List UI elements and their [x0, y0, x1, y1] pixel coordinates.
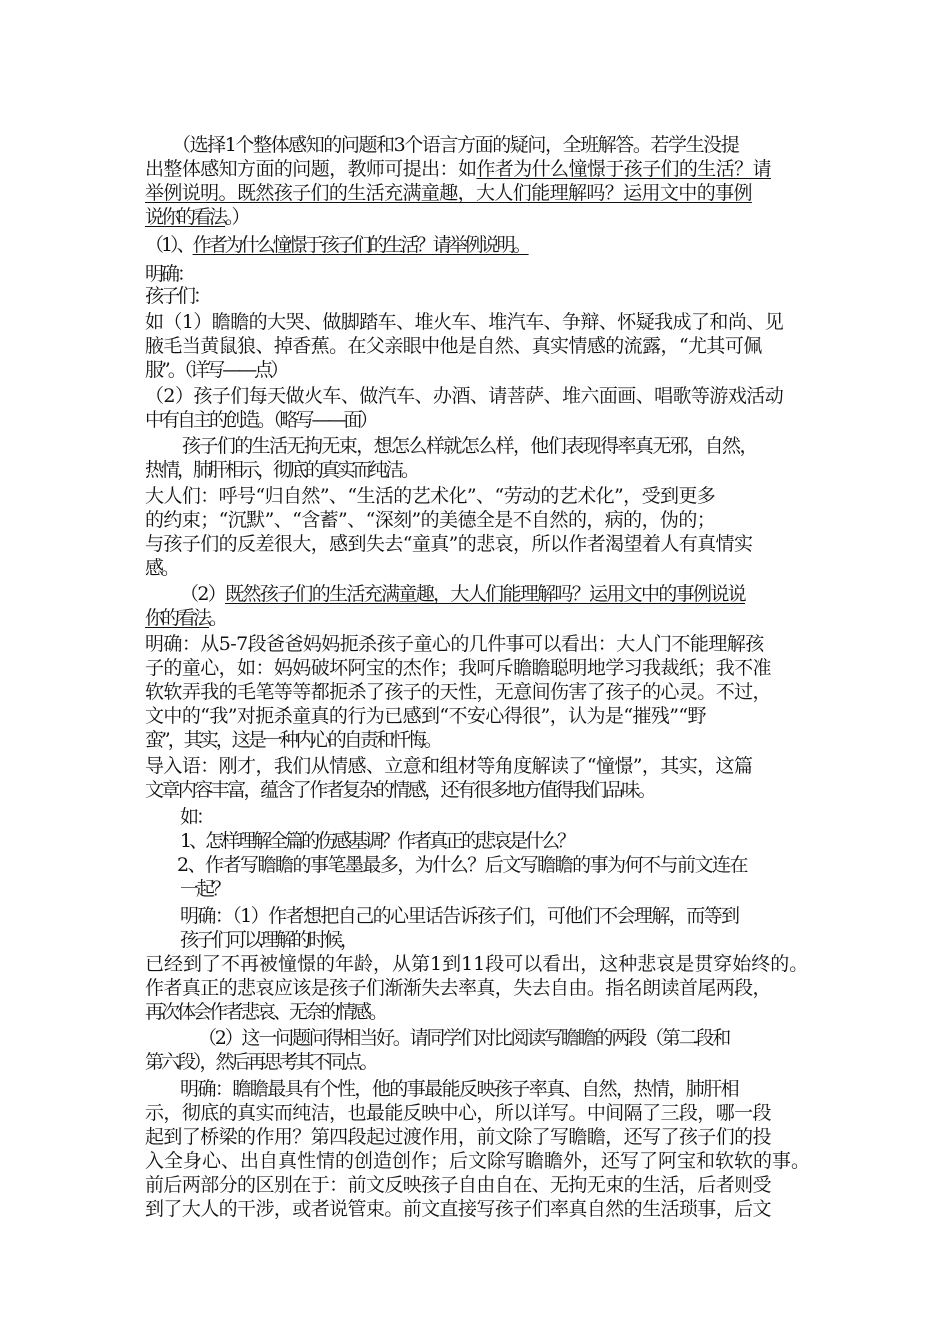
- text-line: [145, 358, 825, 382]
- underlined-text: 作者为什么憧憬于孩子们的生活？请举例说明。: [192, 234, 529, 256]
- text-line: [145, 484, 825, 508]
- text-segment: （1）、: [145, 234, 193, 256]
- text-line: [145, 704, 825, 728]
- text-segment: 第六段），然后再思考其不同点。: [145, 1051, 376, 1073]
- text-line: [145, 632, 825, 656]
- text-segment: 2、作者写瞻瞻的事笔墨最多，为什么？后文写瞻瞻的事为何不与前文连在: [177, 854, 747, 876]
- text-line: [145, 310, 825, 334]
- text-segment: 到了大人的干涉，或者说管束。前文直接写孩子们率真自然的生活琐事，后文: [145, 1198, 771, 1220]
- text-segment: 。）: [225, 206, 248, 228]
- text-line: [180, 805, 860, 829]
- text-segment: 的约束；“沉默”、“含蓄”、“深刻”的美德全是不自然的，病的，伪的；: [145, 509, 716, 531]
- text-segment: （选择1个整体感知的问题和3个语言方面的疑问，全班解答。若学生没提: [172, 134, 739, 156]
- text-segment: （2）孩子们每天做火车、做汽车、办酒、请菩萨、堆六面画、唱歌等游戏活动: [145, 385, 784, 407]
- text-segment: （2）: [180, 583, 226, 605]
- text-segment: 文中的“我”对扼杀童真的行为已感到“不安心得很”，认为是“摧残”“野: [145, 705, 706, 727]
- underlined-text: 你的看法: [145, 607, 210, 629]
- text-segment: 大人们：呼号“归自然”、“生活的艺术化”、“劳动的艺术化”，受到更多: [145, 485, 716, 507]
- text-segment: 如（1）瞻瞻的大哭、做脚踏车、堆火车、堆汽车、争辩、怀疑我成了和尚、见: [145, 311, 784, 333]
- text-line: [180, 1077, 860, 1101]
- text-line: [145, 205, 825, 229]
- text-line: [145, 384, 825, 408]
- text-line: [145, 1050, 825, 1074]
- text-segment: 孩子们可以理解的时候，: [180, 929, 357, 951]
- text-line: [145, 532, 825, 556]
- text-line: [145, 1173, 825, 1197]
- text-segment: 再次体会作者悲哀、无奈的情感。: [145, 1001, 386, 1023]
- text-line: [145, 556, 825, 580]
- text-line: [145, 408, 825, 432]
- text-line: [145, 157, 825, 181]
- text-line: [145, 1149, 825, 1173]
- text-line: [145, 508, 825, 532]
- text-line: [145, 181, 825, 205]
- text-segment: 作者真正的悲哀应该是孩子们渐渐失去率真，失去自由。指名朗读首尾两段，: [145, 977, 771, 999]
- text-line: [182, 434, 862, 458]
- text-segment: 示，彻底的真实而纯洁，也最能反映中心，所以详写。中间隔了三段，哪一段: [145, 1102, 771, 1124]
- text-segment: （2）这一问题问得相当好。请同学们对比阅读写瞻瞻的两段（第二段和: [198, 1027, 730, 1049]
- text-line: [145, 1197, 825, 1221]
- text-line: [180, 928, 860, 952]
- text-line: [198, 1026, 878, 1050]
- underlined-text: 作者为什么憧憬于孩子们的生活？请: [476, 158, 771, 180]
- text-segment: 服”。（详写——点）: [145, 359, 287, 381]
- text-line: [180, 904, 860, 928]
- text-line: [180, 829, 860, 853]
- text-line: [145, 1101, 825, 1125]
- text-segment: 孩子们：: [145, 285, 210, 307]
- text-segment: 热情，肺肝相示，彻底的真实而纯洁。: [145, 459, 418, 481]
- text-line: [145, 1125, 825, 1149]
- text-segment: 1、怎样理解全篇的伤感基调？作者真正的悲哀是什么？: [180, 830, 574, 852]
- text-segment: 前后两部分的区别在于：前文反映孩子自由自在、无拘无束的生活，后者则受: [145, 1174, 771, 1196]
- text-segment: 。: [209, 607, 226, 629]
- text-line: [145, 606, 825, 630]
- underlined-text: 既然孩子们的生活充满童趣，大人们能理解吗？运用文中的事例说说: [225, 583, 745, 605]
- text-line: [145, 284, 825, 308]
- underlined-text: 说你的看法: [145, 206, 226, 228]
- text-line: [145, 1000, 825, 1024]
- text-segment: 出整体感知方面的问题，教师可提出：如: [145, 158, 477, 180]
- text-line: [145, 778, 825, 802]
- text-line: [172, 133, 852, 157]
- text-segment: 明确：从5-7段爸爸妈妈扼杀孩子童心的几件事可以看出：大人门不能理解孩: [145, 633, 764, 655]
- text-segment: 感。: [145, 557, 178, 579]
- text-segment: 明确：（1）作者想把自己的心里话告诉孩子们，可他们不会理解，而等到: [180, 905, 739, 927]
- text-line: [180, 877, 860, 901]
- text-segment: 与孩子们的反差很大，感到失去“童真”的悲哀，所以作者渴望着人有真情实: [145, 533, 753, 555]
- text-line: [145, 680, 825, 704]
- text-segment: 中有自主的创造。（略写——面）: [145, 409, 376, 431]
- text-line: [145, 728, 825, 752]
- text-segment: 明确：瞻瞻最具有个性，他的事最能反映孩子率真、自然，热情，肺肝相: [180, 1078, 739, 1100]
- text-segment: 腋毛当黄鼠狼、掉香蕉。在父亲眼中他是自然、真实情感的流露，“尤其可佩: [145, 335, 762, 357]
- text-segment: 已经到了不再被憧憬的年龄，从第1到11段可以看出，这种悲哀是贯穿始终的。: [145, 953, 809, 975]
- text-segment: 明确：: [145, 263, 194, 285]
- text-line: [180, 582, 860, 606]
- text-line: [145, 952, 825, 976]
- text-segment: 如：: [180, 806, 213, 828]
- text-line: [145, 754, 825, 778]
- text-segment: 孩子们的生活无拘无束，想怎么样就怎么样，他们表现得率真无邪，自然，: [182, 435, 757, 457]
- underlined-text: 举例说明。既然孩子们的生活充满童趣，大人们能理解吗？运用文中的事例: [145, 182, 752, 204]
- text-segment: 导入语：刚才，我们从情感、立意和组材等角度解读了“憧憬”，其实，这篇: [145, 755, 753, 777]
- text-line: [145, 458, 825, 482]
- text-segment: 文章内容丰富，蕴含了作者复杂的情感，还有很多地方值得我们品味。: [145, 779, 655, 801]
- text-segment: 入全身心、出自真性情的创造创作；后文除写瞻瞻外，还写了阿宝和软软的事。: [145, 1150, 811, 1172]
- text-line: [177, 853, 857, 877]
- text-line: [145, 262, 825, 286]
- text-segment: 蛮”，其实，这是一种内心的自责和忏悔。: [145, 729, 440, 751]
- text-line: [145, 233, 825, 257]
- text-segment: 一起？: [180, 878, 229, 900]
- text-line: [145, 334, 825, 358]
- text-line: [145, 656, 825, 680]
- text-segment: 起到了桥梁的作用？第四段起过渡作用，前文除了写瞻瞻，还写了孩子们的投: [145, 1126, 771, 1148]
- text-line: [145, 976, 825, 1000]
- text-segment: 子的童心，如：妈妈破坏阿宝的杰作；我呵斥瞻瞻聪明地学习我裁纸；我不准: [145, 657, 771, 679]
- text-segment: 软软弄我的毛笔等等都扼杀了孩子的天性，无意间伤害了孩子的心灵。不过，: [145, 681, 771, 703]
